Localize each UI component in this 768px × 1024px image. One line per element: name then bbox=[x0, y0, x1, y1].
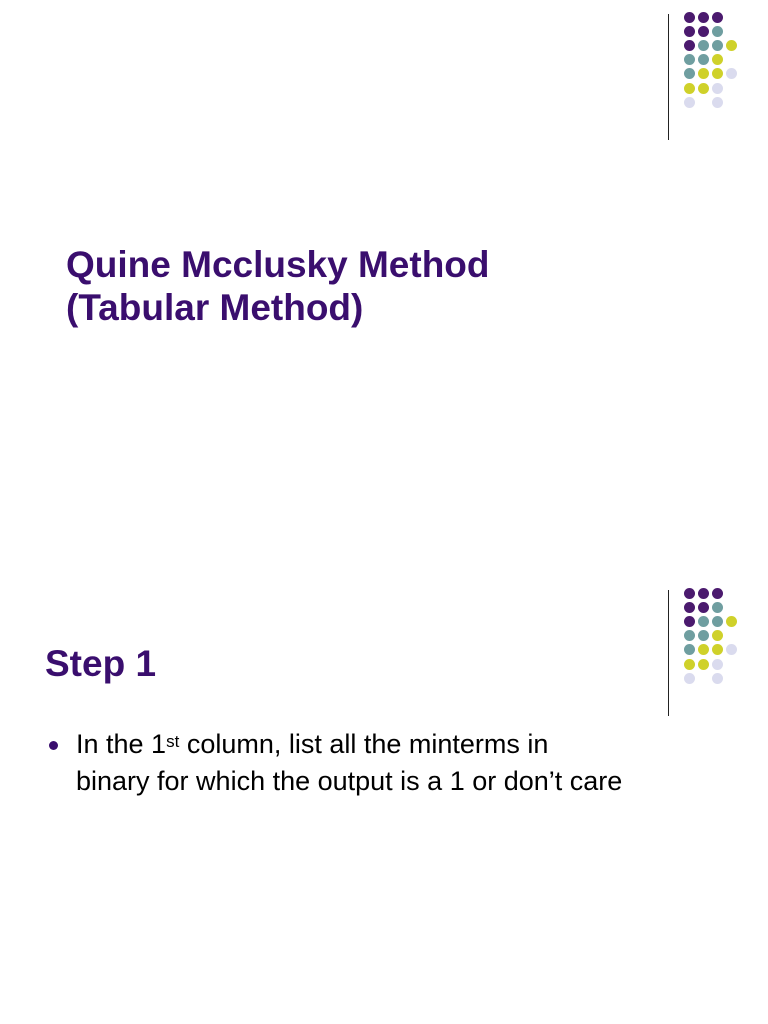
dot-yellow bbox=[712, 68, 723, 79]
bullet-line-1 bbox=[76, 726, 746, 763]
dot-purple bbox=[698, 26, 709, 37]
dot-teal bbox=[712, 616, 723, 627]
dot-lilac bbox=[684, 673, 695, 684]
dot-yellow bbox=[684, 83, 695, 94]
dot-lilac bbox=[712, 97, 723, 108]
dot-yellow bbox=[712, 54, 723, 65]
dot-teal bbox=[712, 602, 723, 613]
dot-purple bbox=[684, 588, 695, 599]
bullet-line-1-prefix: In the 1 bbox=[76, 729, 167, 759]
dot-purple bbox=[684, 602, 695, 613]
dot-teal bbox=[684, 630, 695, 641]
dot-lilac bbox=[712, 83, 723, 94]
dot-lilac bbox=[726, 644, 737, 655]
dot-yellow bbox=[726, 40, 737, 51]
dot-purple bbox=[698, 12, 709, 23]
dot-purple bbox=[712, 588, 723, 599]
ordinal-superscript: st bbox=[166, 732, 180, 751]
dot-yellow bbox=[698, 68, 709, 79]
divider-line bbox=[668, 14, 669, 140]
dot-purple bbox=[684, 40, 695, 51]
dot-yellow bbox=[698, 644, 709, 655]
dot-lilac bbox=[684, 97, 695, 108]
bullet-dot-icon bbox=[49, 741, 58, 750]
dot-teal bbox=[698, 54, 709, 65]
slide-heading: Step 1 bbox=[45, 643, 157, 684]
dot-teal bbox=[684, 54, 695, 65]
slide-step-1 bbox=[0, 576, 768, 1024]
dot-teal bbox=[712, 40, 723, 51]
dot-purple bbox=[698, 588, 709, 599]
dot-purple bbox=[684, 12, 695, 23]
bullet-item bbox=[46, 726, 746, 800]
dot-yellow bbox=[698, 83, 709, 94]
dot-purple bbox=[712, 12, 723, 23]
divider-line bbox=[668, 590, 669, 716]
title-line-1: Quine Mcclusky Method bbox=[66, 244, 490, 285]
dot-yellow bbox=[712, 644, 723, 655]
dot-teal bbox=[698, 630, 709, 641]
dot-yellow bbox=[712, 630, 723, 641]
bullet-text bbox=[76, 726, 746, 800]
dot-lilac bbox=[726, 68, 737, 79]
bullet-line-1-suffix: column, list all the minterms in bbox=[179, 729, 549, 759]
dot-purple bbox=[684, 616, 695, 627]
presentation-title bbox=[66, 244, 490, 330]
dot-lilac bbox=[712, 673, 723, 684]
dot-purple bbox=[698, 602, 709, 613]
dot-teal bbox=[698, 40, 709, 51]
bullet-line-2: binary for which the output is a 1 or don’t care bbox=[76, 766, 623, 796]
bullet-list bbox=[46, 726, 746, 800]
dot-teal bbox=[684, 644, 695, 655]
dot-teal bbox=[684, 68, 695, 79]
dot-teal bbox=[698, 616, 709, 627]
dot-lilac bbox=[712, 659, 723, 670]
dot-teal bbox=[712, 26, 723, 37]
title-line-2: (Tabular Method) bbox=[66, 286, 364, 328]
dot-yellow bbox=[684, 659, 695, 670]
dot-yellow bbox=[726, 616, 737, 627]
dot-yellow bbox=[698, 659, 709, 670]
dot-purple bbox=[684, 26, 695, 37]
